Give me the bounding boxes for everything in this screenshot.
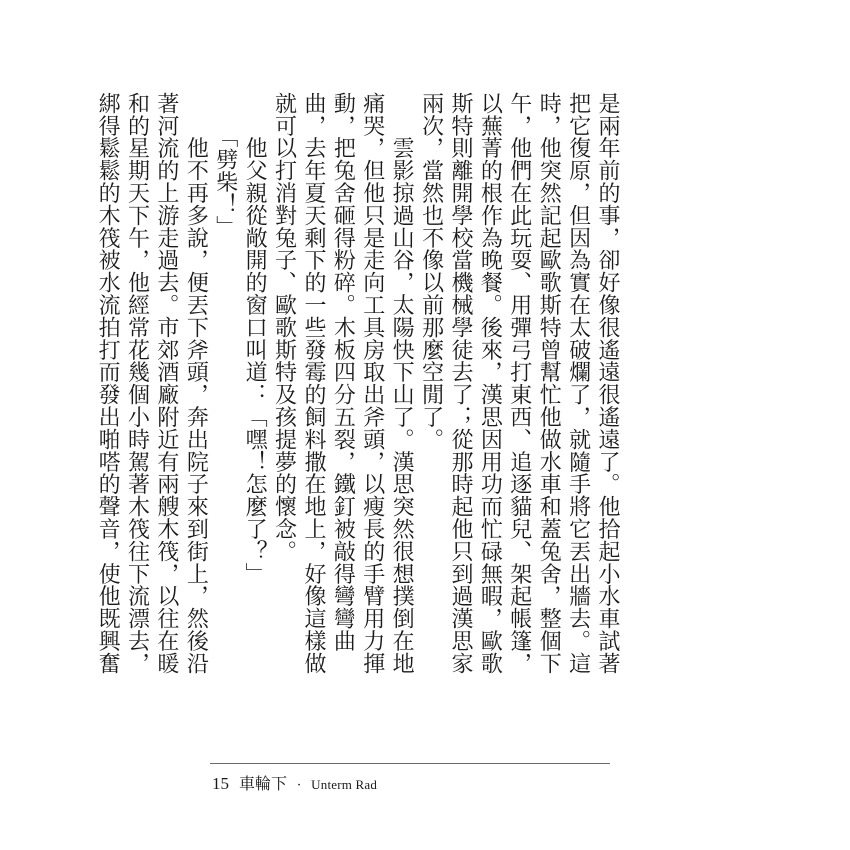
paragraph: 是兩年前的事，卻好像很遙遠很遙遠了。他拾起小水車試著把它復原，但因為實在太破爛了，就隨手將它丟出牆去。這時，他突然記起歐歌斯特曾幫忙他做水車和蓋兔舍，整個下午，他們在此玩耍、用彈弓打東西、追逐貓兒、架起帳篷，以蕪菁的根作為晚餐。後來，漢思因用功而忙碌無暇，歐歌斯特則離開學校當機械學徒去了；從那時起他只到過漢思家兩次，當然也不像以前那麼空閒了。 <box>418 92 620 675</box>
page-number: 15 <box>212 774 229 793</box>
book-title: 車輪下 <box>239 774 288 793</box>
book-subtitle: Unterm Rad <box>311 777 378 792</box>
title-separator: · <box>297 778 302 793</box>
page-footer <box>212 771 377 794</box>
body-text <box>95 92 622 682</box>
footer-rule <box>210 763 610 764</box>
paragraph: 「劈柴！」 <box>212 92 238 238</box>
paragraph: 他不再多說，便丟下斧頭，奔出院子來到街上，然後沿著河流的上游走過去。市郊酒廠附近有兩艘木筏，以往在暖和的星期天下午，他經常花幾個小時駕著木筏往下流漂去，綁得鬆鬆的木筏被水流拍打而發出啪嗒的聲音，使他既興奮 <box>95 92 209 675</box>
paragraph: 他父親從敞開的窗口叫道：「嘿！怎麼了？」 <box>242 92 268 585</box>
paragraph: 雲影掠過山谷，太陽快下山了。漢思突然很想撲倒在地痛哭，但他只是走向工具房取出斧頭，以瘦長的手臂用力揮動，把兔舍砸得粉碎。木板四分五裂，鐵釘被敲得彎彎曲曲，去年夏天剩下的一些發霉的飼料撒在地上，好像這樣做就可以打消對兔子、歐歌斯特及孩提夢的懷念。 <box>271 92 415 675</box>
